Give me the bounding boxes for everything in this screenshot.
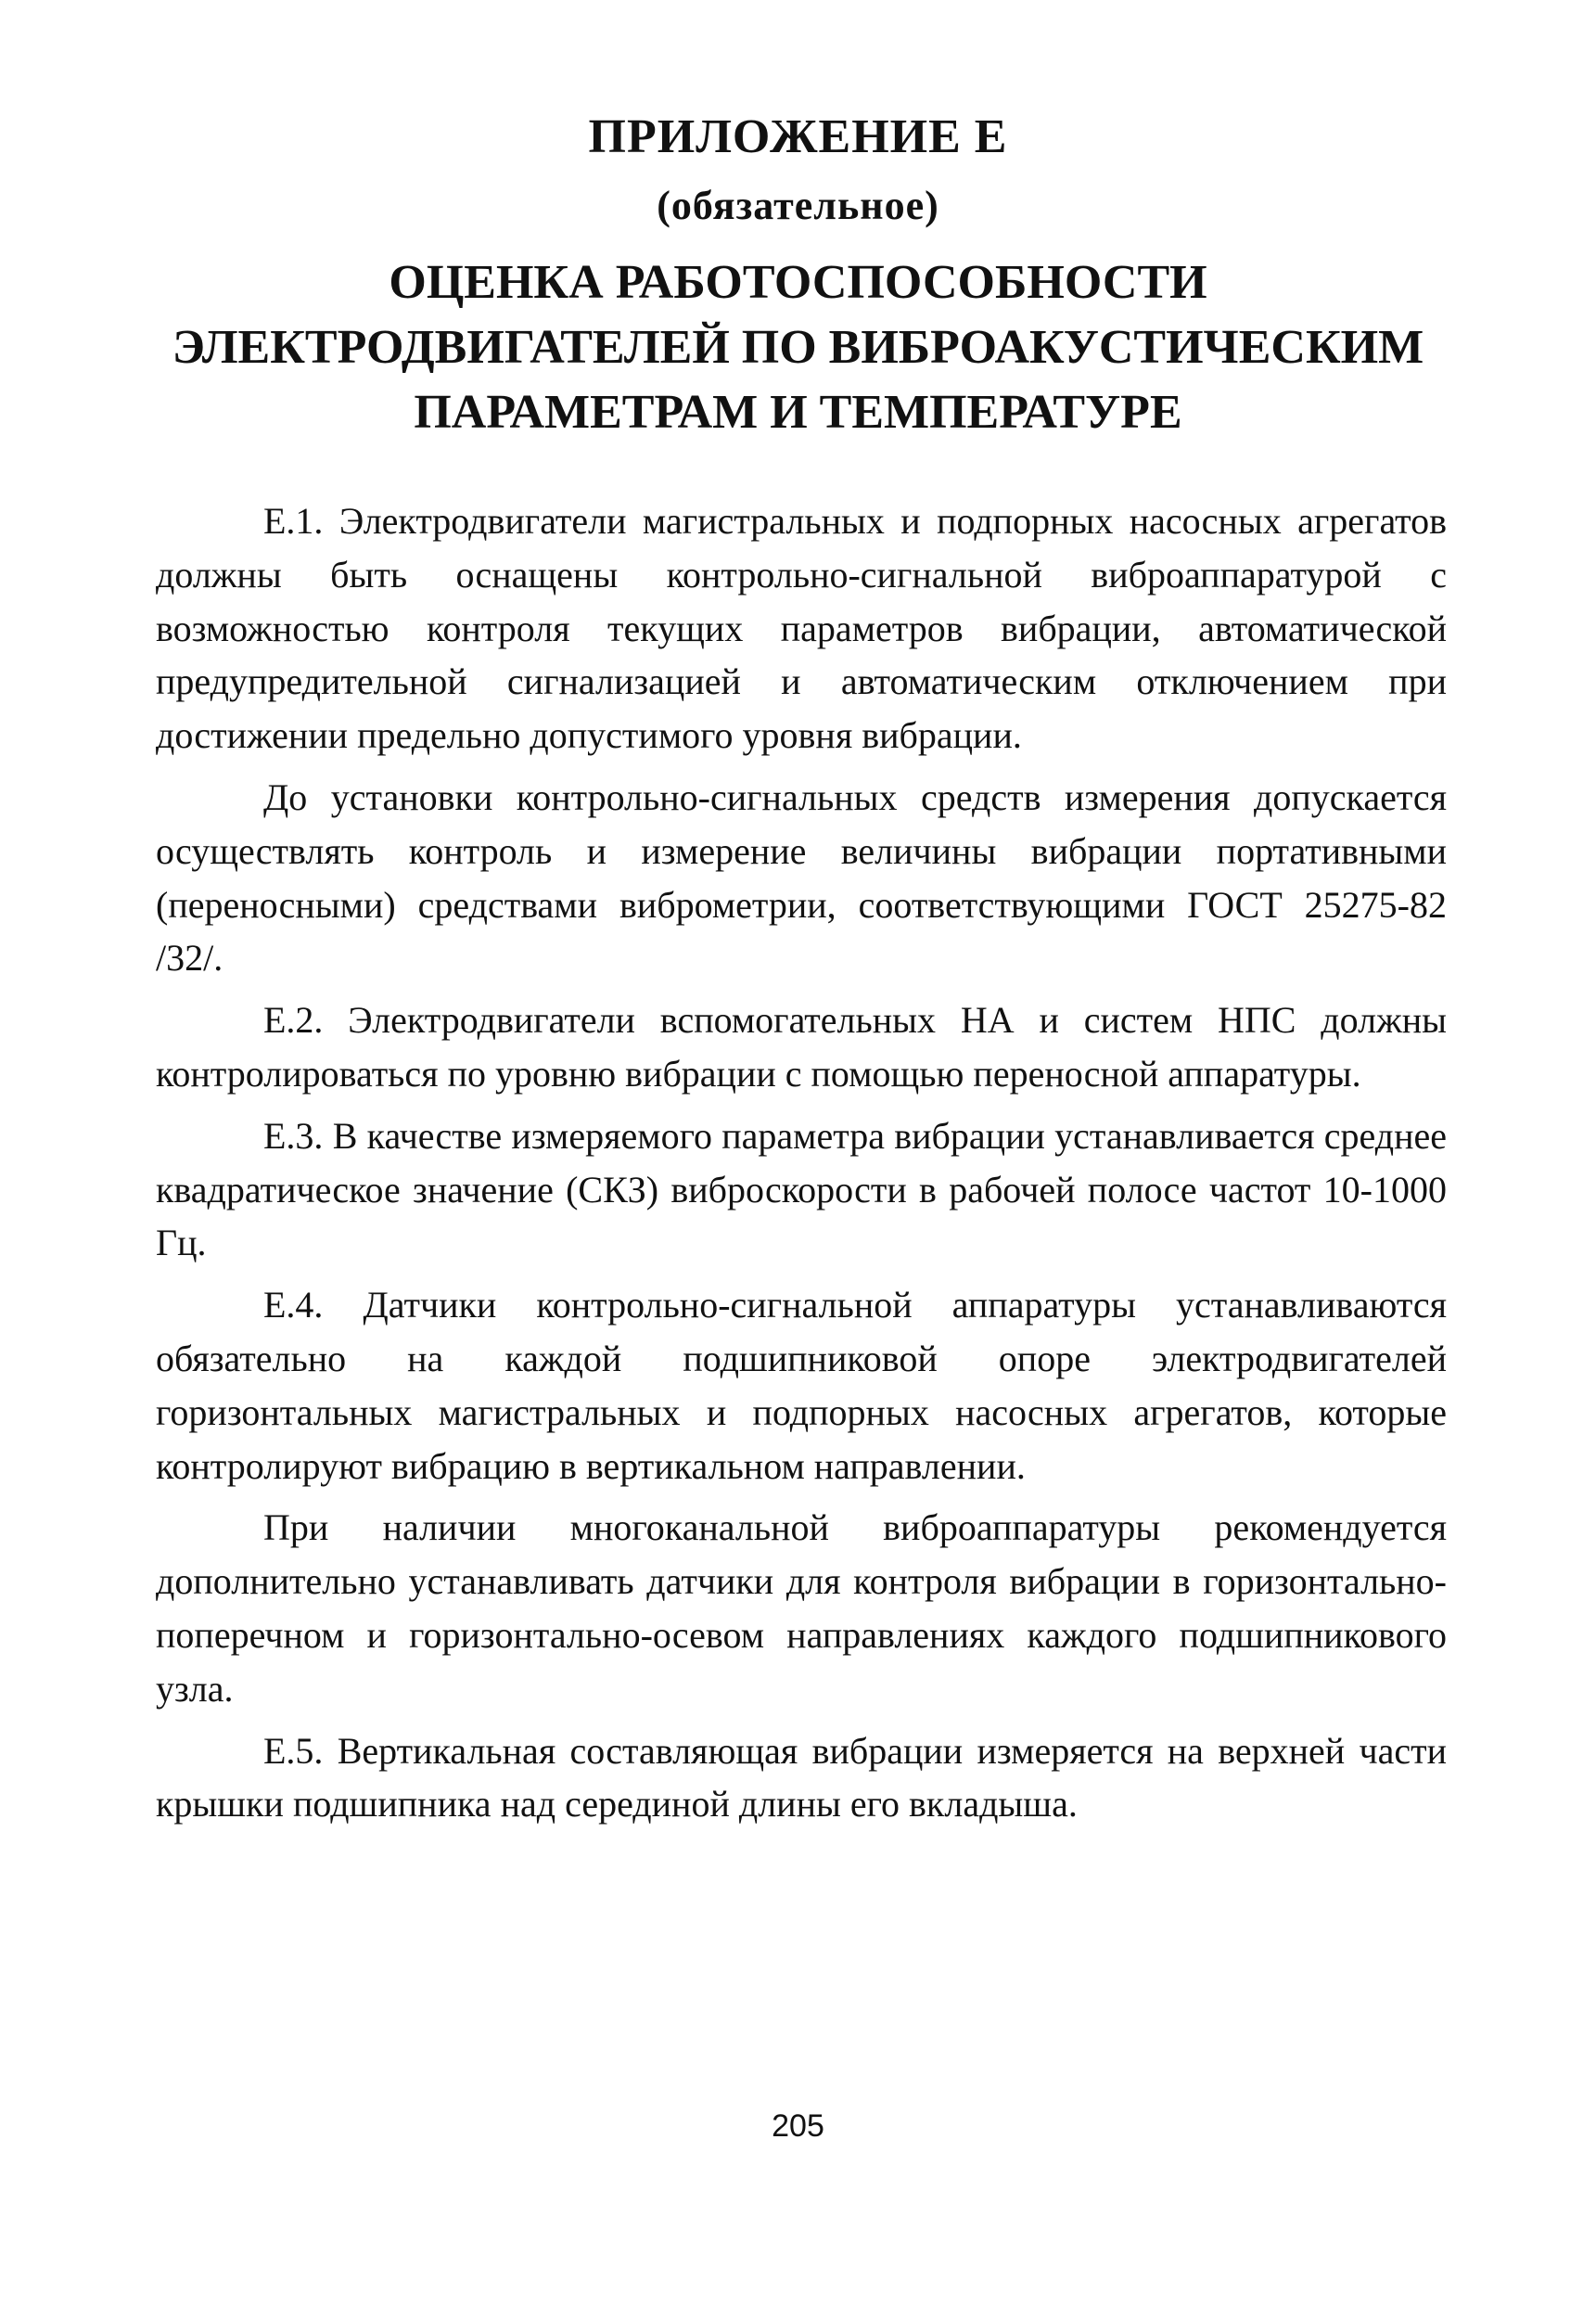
- paragraph-e3: Е.3. В качестве измеряемого параметра вибрации устанавливается среднее квадратическое значение (СКЗ) виброскорости в рабочей полосе частот 10-1000 Гц.: [156, 1114, 1447, 1264]
- title-line-3: ПАРАМЕТРАМ И ТЕМПЕРАТУРЕ: [414, 386, 1182, 439]
- body-text: [156, 494, 1447, 1839]
- paragraph-e2: Е.2. Электродвигатели вспомогательных НА и систем НПС должны контролироваться по уровню вибрации с помощью переносной аппаратуры.: [156, 999, 1447, 1095]
- paragraph-e5: Е.5. Вертикальная составляющая вибрации измеряется на верхней части крышки подшипника над серединой длины его вкладыша.: [156, 1729, 1447, 1826]
- appendix-status: (обязательное): [657, 183, 939, 228]
- paragraph-e4: Е.4. Датчики контрольно-сигнальной аппаратуры устанавливаются обязательно на каждой подшипниковой опоре электродвигателей горизонтальных магистральных и подпорных насосных агрегатов, которые контролируют вибрацию в вертикальном направлении.: [156, 1284, 1447, 1487]
- paragraph-e1-portable: До установки контрольно-сигнальных средств измерения допускается осуществлять контроль и измерение величины вибрации портативными (переносными) средствами виброметрии, соответствующими ГОСТ 25275-82 /32/.: [156, 775, 1447, 980]
- title-line-2: ЭЛЕКТРОДВИГАТЕЛЕЙ ПО ВИБРОАКУСТИЧЕСКИМ: [172, 321, 1424, 374]
- appendix-title: [0, 250, 1596, 445]
- paragraph-e1: Е.1. Электродвигатели магистральных и подпорных насосных агрегатов должны быть оснащены контрольно-сигнальной виброаппаратурой с возможностью контроля текущих параметров вибрации, автоматической предупредительной сигнализацией и автоматическим отключением при достижении предельно допустимого уровня вибрации.: [156, 500, 1447, 757]
- page-number: 205: [772, 2108, 824, 2144]
- appendix-label: ПРИЛОЖЕНИЕ Е: [588, 110, 1008, 163]
- title-line-1: ОЦЕНКА РАБОТОСПОСОБНОСТИ: [389, 256, 1207, 309]
- paragraph-e4-multichannel: При наличии многоканальной виброаппаратуры рекомендуется дополнительно устанавливать датчики для контроля вибрации в горизонтально-поперечном и горизонтально-осевом направлениях каждого подшипникового узла.: [156, 1506, 1447, 1710]
